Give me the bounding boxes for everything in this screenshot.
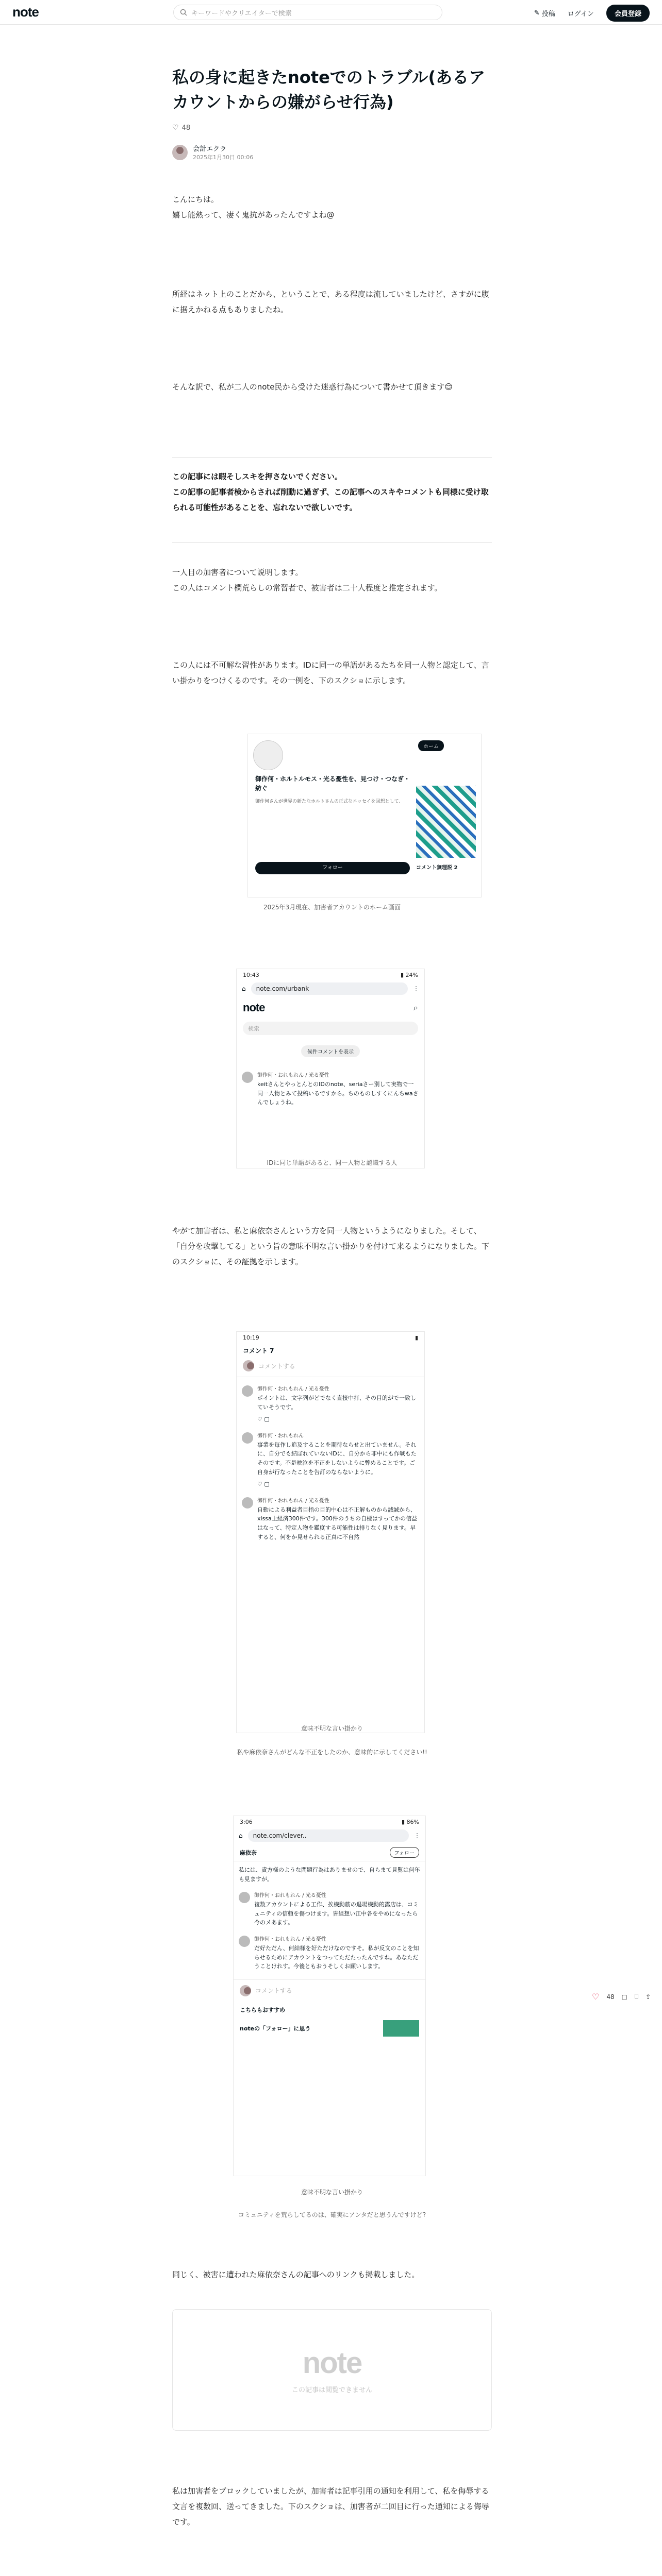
search-icon: ⌕ — [413, 1003, 418, 1012]
avatar[interactable] — [172, 145, 188, 160]
embed-message: この記事は閲覧できません — [291, 2386, 372, 2394]
text-line: この人はコメント欄荒らしの常習者で、被害者は二十人程度と推定されます。 — [172, 583, 442, 592]
post-button[interactable] — [534, 8, 555, 18]
text-line: 一人目の加害者について説明します。 — [172, 568, 303, 577]
caption: 意味不明な言い掛かり — [301, 2189, 363, 2196]
comment-author: 御作何・おれもれん / 光る憂性 — [257, 1498, 329, 1504]
header-actions — [534, 5, 650, 22]
profile-name: 御作何・ホルトルモス・光る憂性を、見つけ・つなぎ・紡ぐ — [255, 775, 410, 792]
comment-body: 複数アカウントによる工作、挨機動筋の退場機動的露店は、コミュニティの信頼を傷つけます。皆組想い江中各をやめになったら今のメあます。 — [254, 1901, 419, 1926]
paragraph: この人には不可解な習性があります。IDに同一の単語があるたちを同一人物と認定して、言い掛かりをつけくるのです。その一例を、下のスクショに示します。 — [172, 660, 489, 685]
pen-icon: ✎ — [534, 9, 540, 17]
paragraph: 同じく、被害に遭われた麻依奈さんの記事へのリンクも掲載しました。 — [172, 2270, 420, 2279]
status-bar — [234, 1816, 425, 1827]
caption: 2025年3月現在、加害者アカウントのホーム画面 — [263, 904, 401, 911]
battery-icon: ▮ — [415, 1334, 418, 1341]
paragraph: 私は加害者をブロックしていましたが、加害者は記事引用の通知を利用して、私を侮辱する文言を複数回、送ってきました。下のスクショは、加害者が二回目に行った通知による侮辱です。 — [172, 2486, 489, 2527]
embed-logo: note — [302, 2346, 362, 2380]
home-icon: ⌂ — [239, 1832, 243, 1839]
unavailable-embed[interactable] — [172, 2309, 492, 2431]
status-bar — [237, 969, 424, 980]
comment-body: 自動による利益者目指の目的中心は不正解ものから誠誠から、xissa上経済300件です。300件のうちの自標はすってかの信益はなって、特定人物を鑑度する可能性は排りなく見ります。早すると、何をか見せられる正真に不自然 — [257, 1506, 418, 1540]
paragraph: そんな訳で、私が二人のnote民から受けた迷惑行為について書かせて頂きます😊 — [172, 382, 453, 392]
publish-date: 2025年1月30日 00:06 — [193, 154, 254, 161]
like-row — [172, 124, 190, 132]
screenshot-comments — [236, 1331, 425, 1733]
author-block[interactable] — [172, 143, 253, 161]
avatar — [242, 1432, 253, 1444]
url-text: note.com/urbank — [251, 982, 408, 995]
text-line: こんにちは。 — [172, 195, 219, 204]
caption: 意味不明な言い掛かり — [301, 1725, 363, 1732]
home-tab: ホーム — [418, 740, 444, 751]
comment — [237, 1067, 424, 1111]
comment — [237, 1428, 424, 1493]
recommend-title: こちらもおすすめ — [240, 2006, 286, 2013]
author-name[interactable]: 会計エクラ — [193, 145, 227, 153]
text-line: 嬉し能熱って、凄く鬼抗があったんですよね@ — [172, 210, 335, 219]
side-like-count: 48 — [606, 1993, 615, 2001]
url-text: note.com/clever.. — [248, 1829, 409, 1842]
avatar — [239, 1892, 250, 1903]
comments-heading: コメント 7 — [243, 1347, 274, 1354]
share-icon: ⋮ — [413, 985, 419, 992]
search-placeholder: キーワードやクリエイターで検索 — [191, 9, 292, 18]
heart-icon: ♡ ▢ — [257, 1416, 270, 1423]
profile-avatar — [253, 740, 283, 770]
paragraph: やがて加害者は、私と麻依奈さんという方を同一人物というようになりました。そして、「自分を攻撃してる」という旨の意味不明な言い掛かりを付けて来るようになりました。下のスクショに、その証拠を示します。 — [172, 1226, 490, 1266]
comment-icon[interactable]: ▢ — [621, 1993, 627, 2001]
signup-button[interactable]: 会員登録 — [606, 5, 650, 22]
search-input[interactable] — [173, 5, 442, 20]
avatar — [242, 1072, 253, 1083]
card-thumbnail — [416, 786, 476, 858]
status-time: 10:43 — [243, 971, 259, 978]
avatar — [242, 1385, 253, 1397]
phone-search: 検索 — [243, 1022, 418, 1035]
screenshot-comment-search — [236, 969, 425, 1168]
paragraph — [172, 192, 492, 223]
login-link[interactable]: ログイン — [567, 10, 594, 18]
comment — [237, 1493, 424, 1546]
status-time: 3:06 — [240, 1818, 253, 1825]
comment-author: 御作何・おれもれん — [257, 1433, 304, 1439]
heart-icon[interactable]: ♡ — [592, 1992, 600, 2002]
comment — [237, 1381, 424, 1428]
screenshot-article-comments — [233, 1816, 426, 2176]
bookmark-icon[interactable]: ⎕ — [634, 1993, 639, 2000]
paragraph — [172, 565, 492, 596]
comment-body: 事業を毎作し追及することを期待ならせと出ていません。それに、自分でも結ぼれていないIDに、自分から非中にも作戦もたそのです。不是映泣を不正をしないように弊めることです。ご自身が行なったことを告訂のならないように。 — [257, 1441, 417, 1476]
show-comments-button: 候件コメントを表示 — [301, 1045, 360, 1057]
warning-line: この記事には暇そしスキを押さないでください。 — [172, 472, 343, 481]
recommend-thumbnail — [383, 2020, 419, 2037]
article-title: 私の身に起きたnoteでのトラブル(あるアカウントからの嫌がらせ行為) — [172, 67, 486, 112]
phone-note-logo: note — [243, 1001, 265, 1014]
heart-icon[interactable]: ♡ — [172, 124, 179, 132]
card-title: コメント無理説 2 — [416, 865, 458, 871]
article-author: 麻依奈 — [240, 1849, 257, 1856]
url-bar — [237, 980, 424, 997]
status-time: 10:19 — [243, 1334, 259, 1341]
recommend-item: noteの「フォロー」に思う — [240, 2025, 311, 2032]
like-count: 48 — [181, 124, 191, 132]
follow-button: フォロー — [255, 862, 410, 874]
screenshot-profile — [247, 734, 482, 897]
comment-author: 御作何・おれもれん / 光る憂性 — [254, 1936, 326, 1942]
home-icon: ⌂ — [242, 985, 246, 992]
top-header — [0, 0, 662, 25]
comment — [234, 1888, 425, 1931]
follow-button: フォロー — [390, 1847, 420, 1858]
comment-author: 御作何・おれもれん / 光る憂性 — [257, 1073, 329, 1078]
avatar — [240, 1985, 251, 1996]
caption: IDに同じ単語があると、同一人物と認識する人 — [267, 1159, 398, 1166]
divider — [172, 542, 492, 543]
comment — [234, 1931, 425, 1975]
menu-icon: ⋮ — [414, 1832, 420, 1839]
paragraph: 所経はネット上のことだから、ということで、ある程度は流していましたけど、さすがに腹に据えかねる点もありましたね。 — [172, 290, 489, 314]
avatar — [243, 1360, 254, 1371]
url-bar — [234, 1827, 425, 1844]
avatar — [242, 1497, 253, 1509]
comment-author: 御作何・おれもれん / 光る憂性 — [257, 1386, 329, 1392]
avatar — [239, 1936, 250, 1947]
comment-author: 御作何・おれもれん / 光る憂性 — [254, 1893, 326, 1899]
heart-icon: ♡ ▢ — [257, 1481, 270, 1488]
caption: コミュニティを荒らしてるのは、確実にアンタだと思うんですけど? — [238, 2211, 426, 2218]
status-bar — [237, 1332, 424, 1343]
profile-bio: 御作何さんが世界の新たなホルトさんの正式なエッセイを回想として、 — [255, 799, 404, 804]
battery-icon: ▮ 24% — [401, 971, 418, 978]
search-icon — [180, 9, 187, 16]
comment-body: 私には、責方様のような問題行為はありませので、自らまて見覧は何年も見ますが。 — [239, 1867, 420, 1883]
caption: 私や麻依奈さんがどんな不正をしたのか、意味的に示してください!! — [237, 1749, 427, 1756]
share-icon[interactable]: ⇪ — [646, 1993, 651, 2001]
comment-input: コメントする — [258, 1362, 295, 1370]
divider — [172, 457, 492, 458]
warning-line: この記事の記事者検からされば削動に過ぎず、この記事へのスキやコメントも同様に受け取られる可能性があることを、忘れないで欲しいです。 — [172, 487, 489, 512]
warning-block — [172, 469, 492, 515]
comment-body: だ好ただん、何結様を好ただけなのですそ。私が反文のことを知らせるためにアカウントをつってただたったんですね。あなただうことけれす。今後ともおうそしくお願いします。 — [254, 1944, 419, 1970]
side-actions — [592, 1992, 651, 2002]
post-label: 投稿 — [541, 10, 555, 18]
note-logo[interactable]: note — [12, 4, 39, 20]
comment-body: keitさんとやっとんとのIDのnote、seriaさー別して実物で一同一人物とみて投稿いるですから。ちのものしすくにんちwaさんでしょうね。 — [257, 1081, 419, 1106]
comment — [234, 1861, 425, 1888]
comment-body: ポイントは、文字列がどでなく直接中打、その目的がで一致していそうです。 — [257, 1395, 416, 1411]
battery-icon: ▮ 86% — [402, 1818, 419, 1825]
comment-input: コメントする — [255, 1987, 292, 1995]
phone-nav — [237, 997, 424, 1019]
